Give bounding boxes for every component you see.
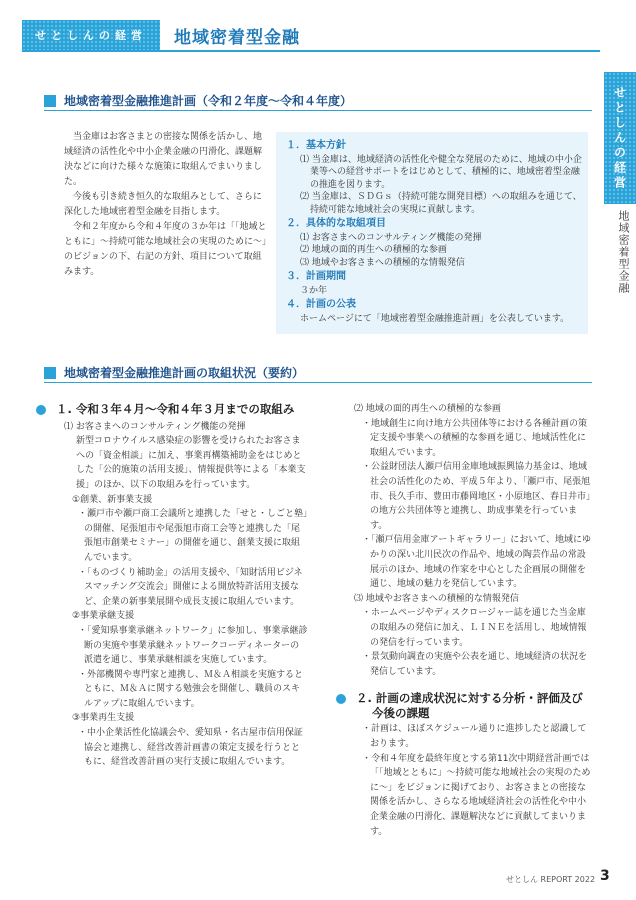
- right-column: [316, 402, 592, 839]
- plan-item: ⑵ 当金庫は、ＳＤＧｓ（持続可能な開発目標）への取組みを通じて、持続可能な地域社会の実現に貢献します。: [300, 192, 582, 215]
- page-header: [22, 20, 300, 50]
- plan-item: ⑴ お客さまへのコンサルティング機能の発揮: [300, 232, 482, 243]
- list-item: ・地域創生に向け地方公共団体等における各種計画の策定支援や事業への積極的な参画を通じ、地域活性化に取組んでいます。: [362, 418, 588, 458]
- plan-heading: ４．計画の公表: [286, 299, 356, 310]
- sub-heading: ⑴ お客さまへのコンサルティング機能の発揮: [64, 421, 246, 432]
- section1-title: 地域密着型金融推進計画（令和２年度〜令和４年度）: [44, 92, 352, 109]
- plan-heading: ３．計画期間: [286, 271, 346, 282]
- side-subtitle: 地域密着型金融: [617, 210, 630, 294]
- sub-heading: ①創業、新事業支援: [72, 494, 153, 505]
- page-title: 地域密着型金融: [174, 27, 300, 48]
- left-column: [36, 402, 308, 770]
- list-item: ・外部機関や専門家と連携し、Ｍ＆Ａ相談を実施するとともに、Ｍ＆Ａに関する勉強会を開催し、職員のスキルアップに取組んでいます。: [78, 669, 304, 709]
- list-item: ・ホームページやディスクロージャー誌を通じた当金庫の取組みの発信に加え、ＬＩＮＥを活用し、地域情報の発信を行っています。: [362, 608, 587, 648]
- list-item: ・中小企業活性化協議会や、愛知県・名古屋市信用保証協会と連携し、経営改善計画書の策定支援を行うとともに、経営改善計画の実行支援に取組んでいます。: [78, 728, 303, 768]
- list-item: ・令和４年度を最終年度とする第11次中期経営計画では「「地域とともに」〜持続可能な地域社会の実現のために〜」をビジョンに掲げており、お客さまとの密接な関係を活かし、さらなる地域経済社会の活性化や中小企業金融の円滑化、課題解決などに貢献してまいります。: [362, 753, 591, 837]
- page-number: 3: [600, 868, 610, 884]
- list-item: ・景気動向調査の実施や公表を通じ、地域経済の状況を発信しています。: [362, 652, 588, 677]
- intro-paragraph: 当金庫はお客さまとの密接な関係を活かし、地域経済の活性化や中小企業金融の円滑化、課題解決などに向けた様々な施策に取組んでまいりました。: [64, 132, 263, 187]
- paragraph: 新型コロナウイルス感染症の影響を受けられたお客さまへの「資金相談」に加え、事業再構築補助金をはじめとした「公的施策の活用支援」、情報提供等による「本業支援」のほか、以下の取組みを行っています。: [76, 436, 306, 490]
- header-tag: せとしんの経営: [22, 20, 160, 50]
- plan-item: ⑶ 地域やお客さまへの積極的な情報発信: [300, 257, 465, 268]
- plan-box: [276, 132, 588, 334]
- evaluation-heading: ２. 計画の達成状況に対する分析・評価及び 今後の課題: [316, 691, 592, 720]
- sub-heading: ②事業承継支援: [72, 611, 135, 622]
- bullet-icon: [336, 694, 346, 704]
- section1-divider: [44, 110, 592, 111]
- plan-item: ⑴ 当金庫は、地域経済の活性化や健全な発展のために、地域の中小企業等への経営サポートをはじめとして、積極的に、地域密着型金融の推進を図ります。: [300, 154, 582, 190]
- bullet-icon: [36, 405, 46, 415]
- sub-heading: ③事業再生支援: [72, 713, 135, 724]
- square-icon: [44, 95, 56, 107]
- plan-item: ⑵ 地域の面的再生への積極的な参画: [300, 245, 447, 255]
- list-item: ・「ものづくり補助金」の活用支援や、「知財活用ビジネスマッチング交流会」開催による開放特許活用支援など、企業の新事業展開や成長支援に取組んでいます。: [78, 567, 303, 607]
- list-item: ・「愛知県事業承継ネットワーク」に参加し、事業承継診断の実施や事業承継ネットワークコーディネーターの派遣を通じ、事業承継相談を実施しています。: [78, 625, 308, 666]
- plan-text: ３か年: [300, 285, 328, 296]
- plan-heading: ２．具体的な取組項目: [286, 218, 386, 229]
- header-divider: [22, 50, 600, 52]
- status-heading: １. 令和３年４月〜令和４年３月までの取組み: [36, 402, 308, 417]
- list-item: ・「瀬戸信用金庫アートギャラリー」において、地域にゆかりの深い北川民次の作品や、地域の陶芸作品の常設展示のほか、地域の作家を中心とした企画展の開催を通じ、地域の魅力を発信しています。: [362, 535, 592, 590]
- list-item: ・瀬戸市や瀬戸商工会議所と連携した「せと・しごと塾」の開催、尾張旭市や尾張旭市商工会等と連携した「尾張旭市創業セミナー」の開催を通じ、創業支援に取組んでいます。: [78, 509, 308, 563]
- side-tab: せとしんの経営: [604, 72, 636, 204]
- sub-heading: ⑵ 地域の面的再生への積極的な参画: [354, 404, 501, 414]
- sub-heading: ⑶ 地域やお客さまへの積極的な情報発信: [354, 593, 519, 604]
- intro-paragraph: 令和２年度から令和４年度の３か年は「「地域とともに」〜持続可能な地域社会の実現のために〜」のビジョンの下、右記の方針、項目について取組みます。: [64, 222, 267, 277]
- square-icon: [44, 367, 56, 379]
- section1-intro: [64, 130, 270, 280]
- plan-text: ホームページにて「地域密着型金融推進計画」を公表しています。: [300, 313, 570, 324]
- list-item: ・公益財団法人瀬戸信用金庫地域振興協力基金は、地域社会の活性化のため、平成５年より、「瀬戸市、尾張旭市、長久手市、豊田市藤岡地区・小原地区、春日井市」の地方公共団体等と連携し、助成事業を行っています。: [362, 462, 591, 531]
- section2-title: 地域密着型金融推進計画の取組状況（要約）: [44, 364, 304, 381]
- list-item: ・計画は、ほぼスケジュール通りに進捗したと認識しております。: [362, 724, 587, 750]
- intro-paragraph: 今後も引き続き恒久的な取組みとして、さらに深化した地域密着型金融を目指します。: [64, 192, 262, 217]
- footer-report: せとしん REPORT 2022: [506, 875, 596, 884]
- section2-divider: [44, 382, 592, 383]
- plan-heading: １．基本方針: [286, 140, 346, 151]
